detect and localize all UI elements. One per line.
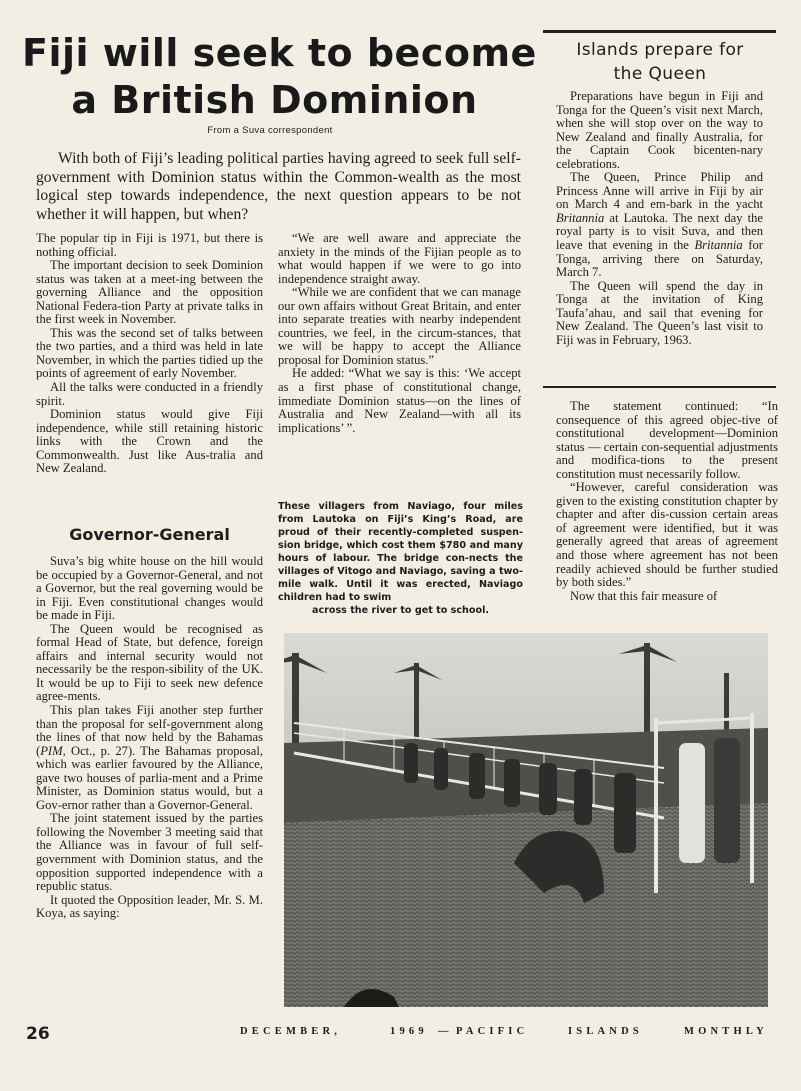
article-column-3: [556, 400, 778, 603]
photo-caption: [278, 500, 523, 617]
footer-publication-3: MONTHLY: [684, 1026, 768, 1037]
paragraph: “While we are confident that we can manage our own affairs without Great Britain, and enter into separate treaties with nearby independent countries, we feel, in the circum-stances, that we will be happy to accept the Alliance proposal for Dominion status.”: [278, 285, 521, 367]
paragraph: The joint statement issued by the parties following the November 3 meeting said that the Alliance was in favour of full self-government with Dominion status, and the opposition supported independence with a republic status.: [36, 811, 263, 894]
byline: From a Suva correspondent: [207, 125, 333, 136]
paragraph: The popular tip in Fiji is 1971, but there is nothing official.: [36, 231, 263, 259]
article-column-2: [278, 232, 521, 435]
paragraph: The Queen will spend the day in Tonga at the invitation of King Taufa’ahau, and sail that evening for New Zealand. The Queen’s last visit to Fiji was in February, 1963.: [556, 278, 763, 347]
article-column-1-continued: [36, 555, 263, 921]
footer-publication-2: ISLANDS: [568, 1026, 643, 1037]
paragraph: This was the second set of talks between the two parties, and a third was held in late November, in which the parties tidied up the points of agreement of early November.: [36, 325, 263, 381]
sidebar-title: [545, 38, 775, 86]
publication-abbrev: PIM: [40, 743, 63, 758]
paragraph: Dominion status would give Fiji independence, while still retaining historic links with the Crown and the Commonwealth. Just like Aus-tralia and New Zealand.: [36, 407, 263, 476]
paragraph: The important decision to seek Dominion status was taken at a meet-ing between the governing Alliance and the opposition National Federa-tion Party at private talks in the first week in November.: [36, 258, 263, 327]
paragraph: [556, 171, 763, 279]
page-number: 26: [26, 1024, 50, 1044]
paragraph: All the talks were conducted in a friendly spirit.: [36, 380, 263, 408]
paragraph: [36, 704, 263, 812]
paragraph: Now that this fair measure of: [570, 588, 718, 603]
sidebar-bottom-rule: [543, 386, 776, 388]
footer-publication: PACIFIC: [456, 1026, 529, 1037]
paragraph: He added: “What we say is this: ‘We accept as a first phase of constitutional change, immediate Dominion status—on the lines of Australia and New Zealand—with all its implications’ ”.: [278, 366, 521, 435]
paragraph: The statement continued: “In consequence of this agreed objec-tive of constitutional development—Dominion status — certain con-sequential adjustments and modifica-tions to the present constitution must necessarily follow.: [556, 399, 778, 481]
text-run: The Queen, Prince Philip and Princess Anne will arrive in Fiji by air on March 4 and em-bark in the yacht: [556, 170, 763, 212]
footer-dash: —: [438, 1026, 453, 1037]
subheading: Governor-General: [69, 525, 230, 544]
headline-line-2: a British Dominion: [71, 78, 478, 122]
paragraph: “We are well aware and appreciate the anxiety in the minds of the Fijian people as to what would happen if we were to go into independence straight away.: [278, 231, 521, 286]
paragraph: Suva’s big white house on the hill would be occupied by a Governor-General, and not a Governor, but the real governing would be in Fiji. Even constitutional changes would be made in Fiji.: [36, 554, 263, 623]
ship-name: Britannia: [694, 238, 743, 253]
headline: [22, 30, 537, 124]
paragraph: The Queen would be recognised as formal Head of State, but defence, foreign affairs and internal security would not necessarily be the respon-sibility of the UK. It would be up to Fiji to seek new defence agree-ments.: [36, 621, 263, 704]
paragraph: It quoted the Opposition leader, Mr. S. M. Koya, as saying:: [36, 892, 263, 921]
sidebar-title-line-2: the Queen: [613, 64, 707, 84]
text-run: at Lautoka. The next day the royal party is to visit Suva, and then leave that evening in the: [556, 210, 763, 253]
sidebar-top-rule: [543, 30, 776, 33]
paragraph: “However, careful consideration was given to the existing constitution chapter by chapter and after dis-cussion certain areas of agreement were identified, but it was generally agreed that areas of agreement and those where agreement has not been readily achieved should be further studied by both sides.”: [556, 480, 778, 590]
text-run: for Tonga, arriving there on Saturday, March 7.: [556, 238, 763, 280]
caption-last-line: across the river to get to school.: [311, 605, 490, 616]
ship-name: Britannia: [556, 210, 605, 225]
text-run: This plan takes Fiji another step further than the proposal for self-government along the lines of that now held by the Bahamas (: [36, 703, 263, 758]
headline-line-1: Fiji will seek to become: [22, 31, 537, 75]
article-column-1: [36, 232, 263, 476]
sidebar-body: [556, 90, 763, 347]
caption-text: These villagers from Naviago, four miles from Lautoka on Fiji’s King’s Road, are proud of their recently-completed suspen-sion bridge, which cost them $780 and many hours of labour. The bridge con-nects the villages of Vitogo and Naviago, saving a two-mile walk. Until it was erected, Naviago children had to swim: [278, 501, 523, 603]
sidebar-title-line-1: Islands prepare for: [576, 40, 744, 60]
paragraph: Preparations have begun in Fiji and Tonga for the Queen’s visit next March, when she will stop over on the way to New Zealand and finally Australia, for the Captain Cook bicenten-nary celebrations.: [556, 89, 763, 171]
bridge-photo: [284, 633, 768, 1007]
footer-year: 1969: [390, 1026, 428, 1037]
standfirst: With both of Fiji’s leading political parties having agreed to seek full self-government with Dominion status within the Common-wealth as the most logical step towards independence, the next question appears to be not whether it will happen, but when?: [36, 150, 521, 223]
text-run: , Oct., p. 27). The Bahamas proposal, which was earlier favoured by the Alliance, gave two houses of parlia-ment and a Prime Minister, as Dominion status would, but a Gov-ernor rather than a Governor-General.: [36, 743, 263, 812]
footer-month: DECEMBER,: [240, 1026, 342, 1037]
